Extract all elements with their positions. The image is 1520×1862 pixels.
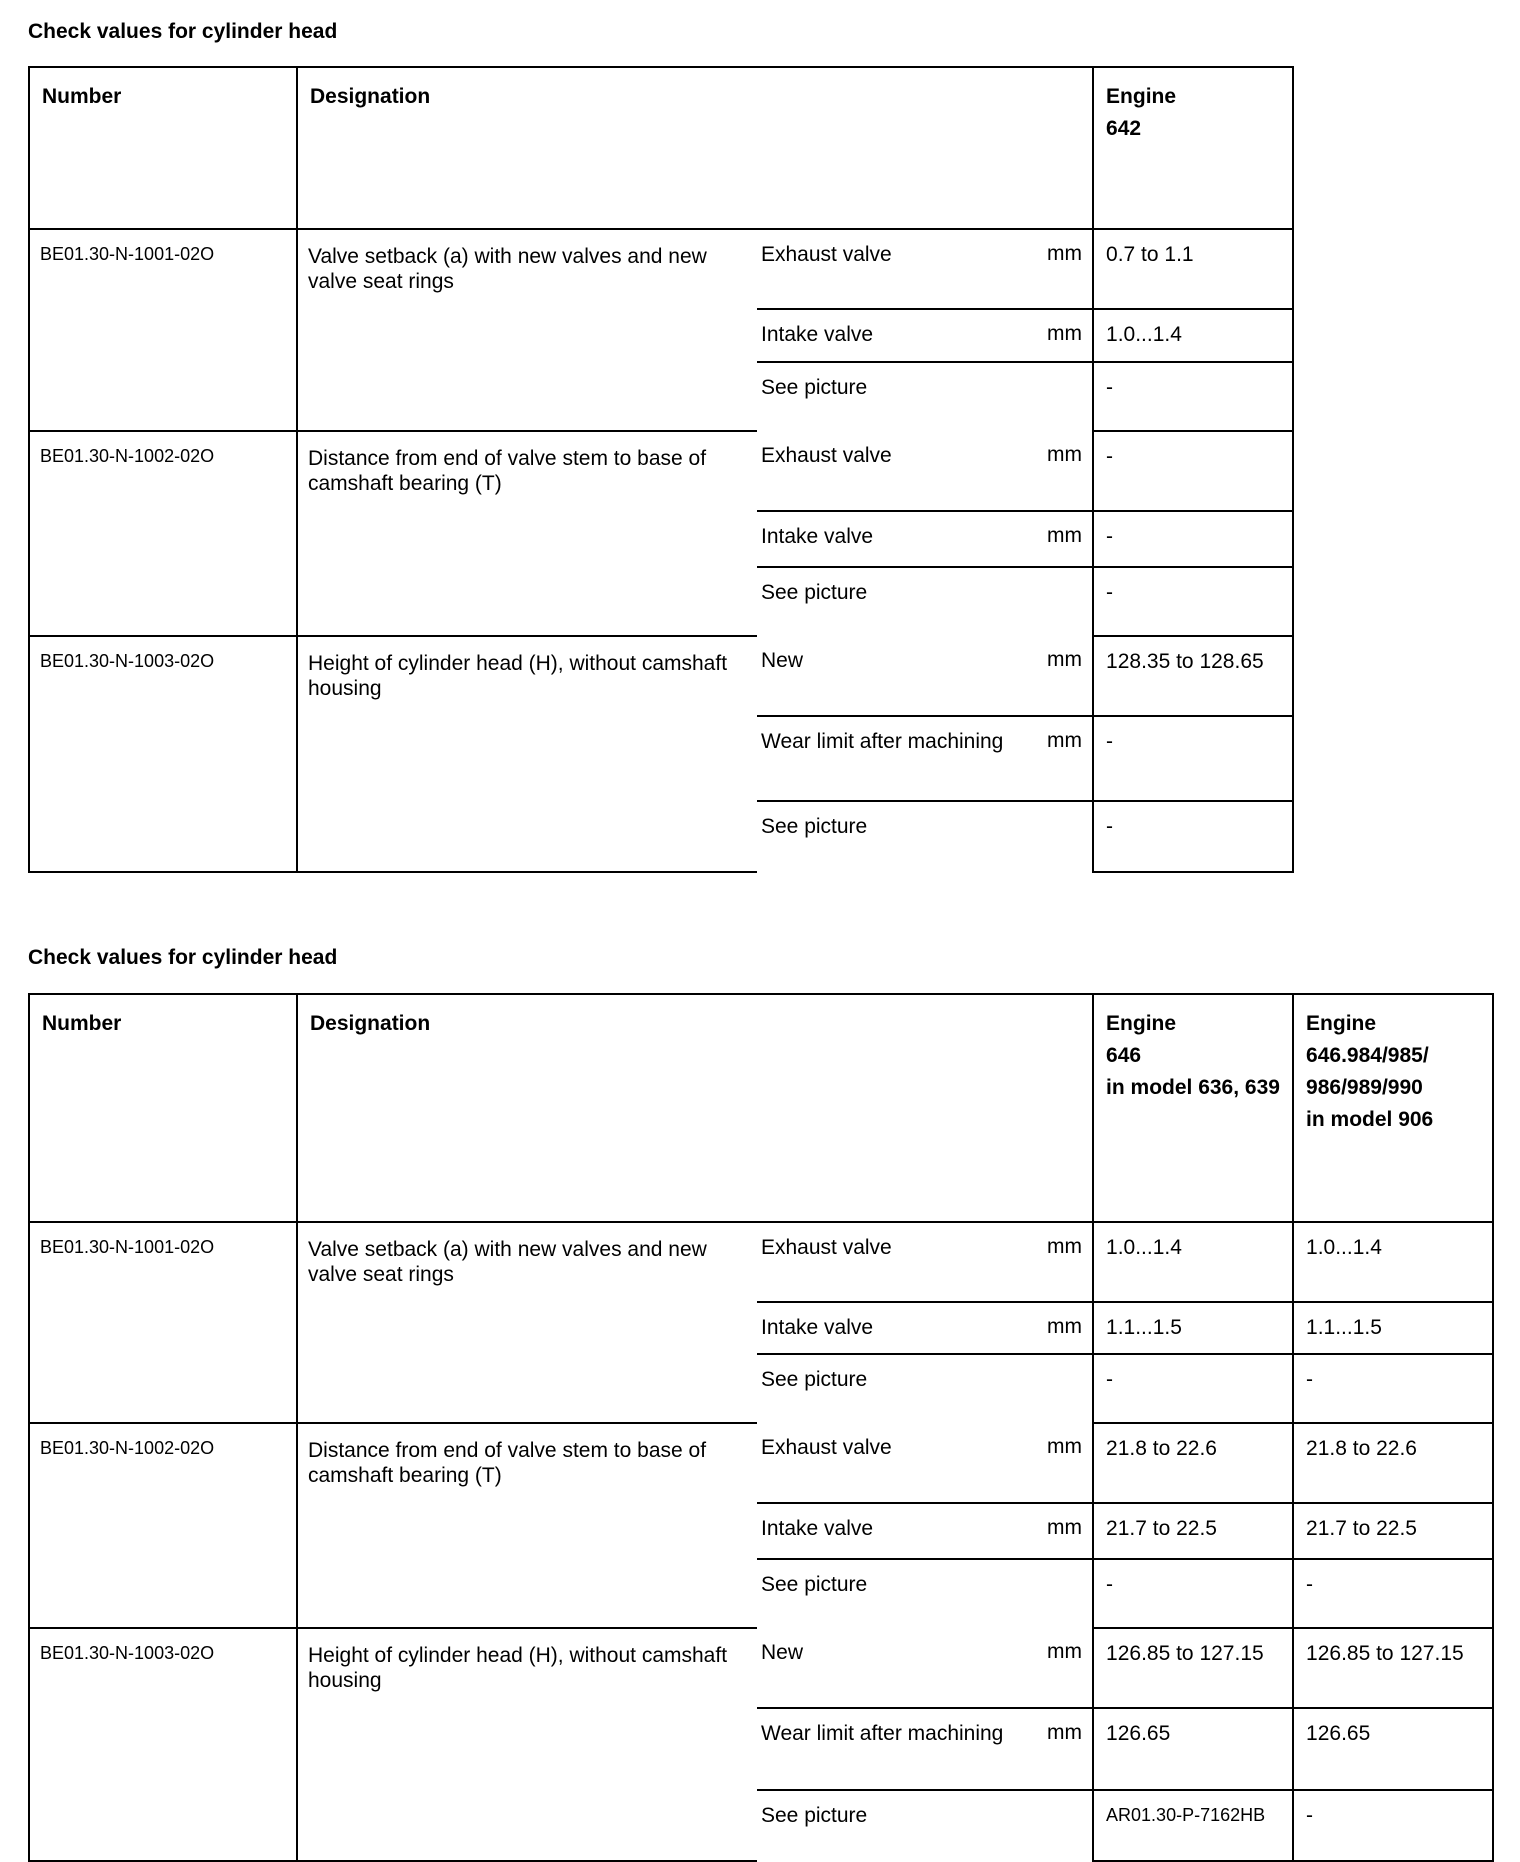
designation-header: Designation xyxy=(297,994,1093,1222)
value-cell: - xyxy=(1093,511,1293,567)
parameter-label: See picture xyxy=(761,581,868,604)
number-header: Number xyxy=(29,994,297,1222)
designation: Distance from end of valve stem to base of camshaft bearing (T) xyxy=(297,431,757,636)
unit-label xyxy=(1017,567,1093,636)
value-cell: - xyxy=(1093,1559,1293,1628)
parameter-label: Intake valve xyxy=(757,511,1017,567)
engine-header xyxy=(1093,994,1293,1222)
unit-label: mm xyxy=(1017,636,1093,716)
unit-label: mm xyxy=(1017,309,1093,362)
unit-label: mm xyxy=(1017,431,1093,511)
test-number: BE01.30-N-1002-02O xyxy=(29,431,297,636)
test-number: BE01.30-N-1003-02O xyxy=(29,636,297,872)
value-cell: 126.65 xyxy=(1093,1708,1293,1790)
engine-header-line: 646.984/985/ xyxy=(1306,1044,1429,1067)
parameter-label: New xyxy=(757,636,1017,716)
value-cell: 1.0...1.4 xyxy=(1093,309,1293,362)
engine-header xyxy=(1293,994,1493,1222)
parameter-label: Exhaust valve xyxy=(757,229,1017,309)
table-1-body xyxy=(29,229,1293,872)
value-cell: 126.65 xyxy=(1293,1708,1493,1790)
table-2-title: Check values for cylinder head xyxy=(28,946,338,969)
value-cell: 1.1...1.5 xyxy=(1093,1302,1293,1354)
table-row xyxy=(29,1423,1493,1503)
value-cell: 128.35 to 128.65 xyxy=(1093,636,1293,716)
engine-header-line: Engine xyxy=(1106,85,1177,108)
value-cell: 126.85 to 127.15 xyxy=(1293,1628,1493,1708)
value-cell: - xyxy=(1093,716,1293,801)
value-cell: - xyxy=(1093,362,1293,431)
value-cell: 1.0...1.4 xyxy=(1293,1222,1493,1302)
unit-label: mm xyxy=(1017,1302,1093,1354)
engine-header-line: 642 xyxy=(1106,117,1142,140)
value-cell: 21.7 to 22.5 xyxy=(1293,1503,1493,1559)
parameter-label: Intake valve xyxy=(757,1302,1017,1354)
parameter-label: See picture xyxy=(761,1573,868,1596)
unit-label: mm xyxy=(1017,511,1093,567)
designation: Height of cylinder head (H), without camshaft housing xyxy=(297,1628,757,1861)
parameter-label: Intake valve xyxy=(757,1503,1017,1559)
test-number: BE01.30-N-1001-02O xyxy=(29,229,297,431)
unit-label xyxy=(1017,1354,1093,1423)
parameter-label: See picture xyxy=(761,1368,868,1391)
unit-label xyxy=(1017,362,1093,431)
value-cell: - xyxy=(1093,431,1293,511)
engine-header-line: 646 xyxy=(1106,1044,1142,1067)
designation: Distance from end of valve stem to base of camshaft bearing (T) xyxy=(297,1423,757,1628)
designation: Height of cylinder head (H), without camshaft housing xyxy=(297,636,757,872)
value-cell: 1.1...1.5 xyxy=(1293,1302,1493,1354)
unit-label: mm xyxy=(1017,1708,1093,1790)
parameter-label: See picture xyxy=(761,376,868,399)
engine-header-line: Engine xyxy=(1306,1012,1377,1035)
value-cell: - xyxy=(1293,1790,1493,1861)
value-cell: - xyxy=(1093,567,1293,636)
designation: Valve setback (a) with new valves and new valve seat rings xyxy=(297,229,757,431)
parameter-label: Wear limit after machining xyxy=(757,1708,1017,1790)
unit-label: mm xyxy=(1017,716,1093,801)
parameter-label: Intake valve xyxy=(757,309,1017,362)
engine-header-line: in model 636, 639 xyxy=(1106,1076,1280,1099)
test-number: BE01.30-N-1001-02O xyxy=(29,1222,297,1423)
table-1-title: Check values for cylinder head xyxy=(28,20,338,43)
table-row xyxy=(29,431,1293,511)
unit-label: mm xyxy=(1017,1503,1093,1559)
unit-label: mm xyxy=(1017,1628,1093,1708)
designation-header: Designation xyxy=(297,67,1093,229)
value-cell: 126.85 to 127.15 xyxy=(1093,1628,1293,1708)
engine-header xyxy=(1093,67,1293,229)
value-cell: - xyxy=(1293,1354,1493,1423)
parameter-label: Wear limit after machining xyxy=(757,716,1017,801)
unit-label xyxy=(1017,1790,1093,1861)
parameter-label: Exhaust valve xyxy=(757,431,1017,511)
table-row xyxy=(29,636,1293,716)
table-row xyxy=(29,1222,1493,1302)
parameter-label: See picture xyxy=(761,1804,868,1827)
unit-label: mm xyxy=(1017,1423,1093,1503)
value-cell: 1.0...1.4 xyxy=(1093,1222,1293,1302)
value-cell: AR01.30-P-7162HB xyxy=(1093,1790,1293,1861)
test-number: BE01.30-N-1003-02O xyxy=(29,1628,297,1861)
unit-label: mm xyxy=(1017,229,1093,309)
parameter-label: See picture xyxy=(761,815,868,838)
engine-header-line: in model 906 xyxy=(1306,1108,1434,1131)
parameter-label: Exhaust valve xyxy=(757,1222,1017,1302)
parameter-label: Exhaust valve xyxy=(757,1423,1017,1503)
value-cell: 21.8 to 22.6 xyxy=(1293,1423,1493,1503)
test-number: BE01.30-N-1002-02O xyxy=(29,1423,297,1628)
number-header: Number xyxy=(29,67,297,229)
check-values-table-1 xyxy=(28,66,1294,873)
unit-label: mm xyxy=(1017,1222,1093,1302)
value-cell: - xyxy=(1293,1559,1493,1628)
value-cell: - xyxy=(1093,1354,1293,1423)
value-cell: - xyxy=(1093,801,1293,872)
table-2-body xyxy=(29,1222,1493,1861)
value-cell: 21.7 to 22.5 xyxy=(1093,1503,1293,1559)
engine-header-line: Engine xyxy=(1106,1012,1177,1035)
parameter-label: New xyxy=(757,1628,1017,1708)
unit-label xyxy=(1017,801,1093,872)
table-row xyxy=(29,229,1293,309)
value-cell: 0.7 to 1.1 xyxy=(1093,229,1293,309)
engine-header-line: 986/989/990 xyxy=(1306,1076,1423,1099)
check-values-table-2 xyxy=(28,993,1494,1862)
unit-label xyxy=(1017,1559,1093,1628)
value-cell: 21.8 to 22.6 xyxy=(1093,1423,1293,1503)
designation: Valve setback (a) with new valves and new valve seat rings xyxy=(297,1222,757,1423)
table-row xyxy=(29,1628,1493,1708)
